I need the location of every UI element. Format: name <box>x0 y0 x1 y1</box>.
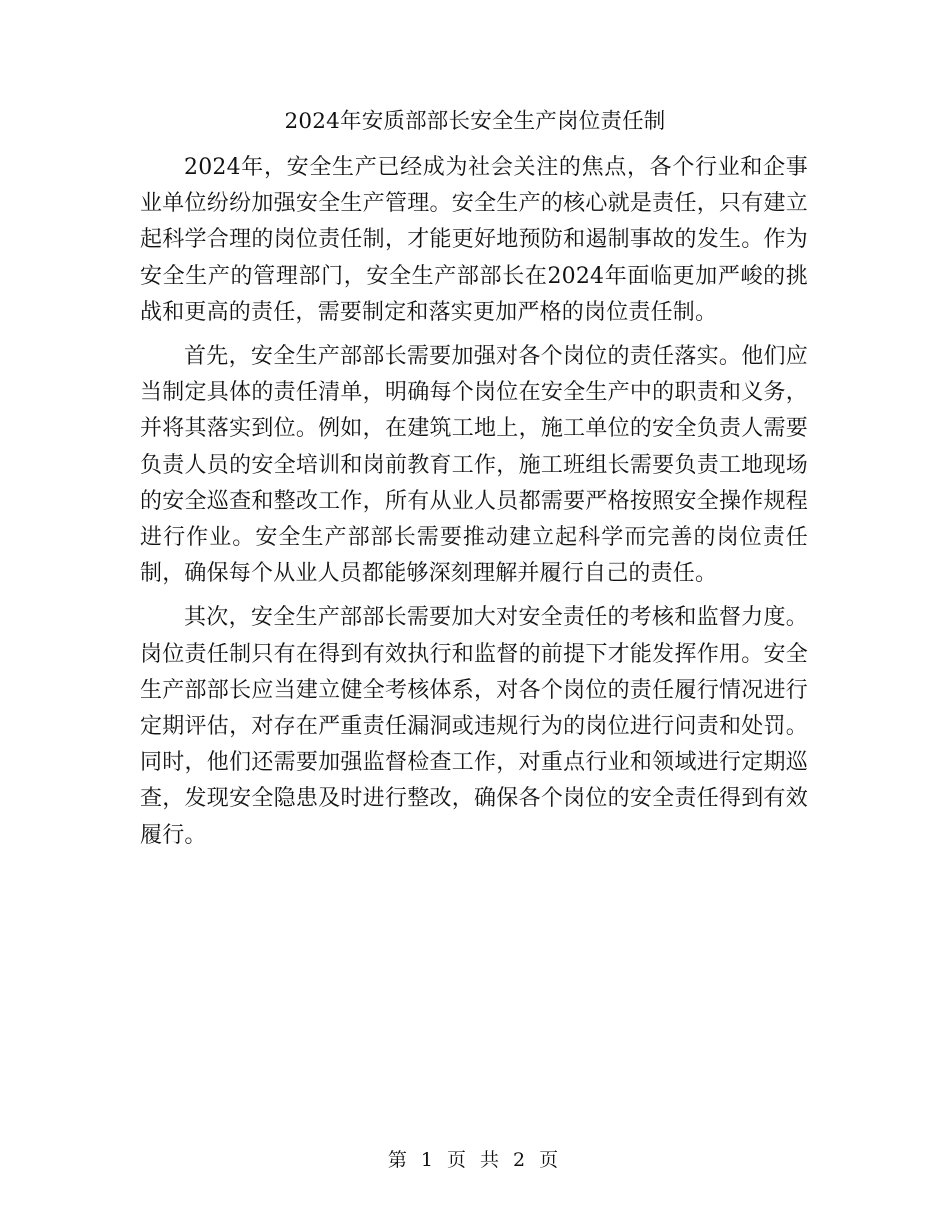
paragraph-1: 2024年，安全生产已经成为社会关注的焦点，各个行业和企事业单位纷纷加强安全生产管理。安全生产的核心就是责任，只有建立起科学合理的岗位责任制，才能更好地预防和遏制事故的发生。作为安全生产的管理部门，安全生产部部长在2024年面临更加严峻的挑战和更高的责任，需要制定和落实更加严格的岗位责任制。 <box>140 155 808 325</box>
paragraph-2: 首先，安全生产部部长需要加强对各个岗位的责任落实。他们应当制定具体的责任清单，明确每个岗位在安全生产中的职责和义务，并将其落实到位。例如，在建筑工地上，施工单位的安全负责人需要负责人员的安全培训和岗前教育工作，施工班组长需要负责工地现场的安全巡查和整改工作，所有从业人员都需要严格按照安全操作规程进行作业。安全生产部部长需要推动建立起科学而完善的岗位责任制，确保每个从业人员都能够深刻理解并履行自己的责任。 <box>140 344 808 587</box>
page-number-footer: 第 1 页 共 2 页 <box>387 1149 563 1171</box>
paragraph-3: 其次，安全生产部部长需要加大对安全责任的考核和监督力度。岗位责任制只有在得到有效执行和监督的前提下才能发挥作用。安全生产部部长应当建立健全考核体系，对各个岗位的责任履行情况进行定期评估，对存在严重责任漏洞或违规行为的岗位进行问责和处罚。同时，他们还需要加强监督检查工作，对重点行业和领域进行定期巡查，发现安全隐患及时进行整改，确保各个岗位的安全责任得到有效履行。 <box>140 605 808 848</box>
document-body <box>140 150 808 862</box>
document-title: 2024年安质部部长安全生产岗位责任制 <box>284 109 666 134</box>
